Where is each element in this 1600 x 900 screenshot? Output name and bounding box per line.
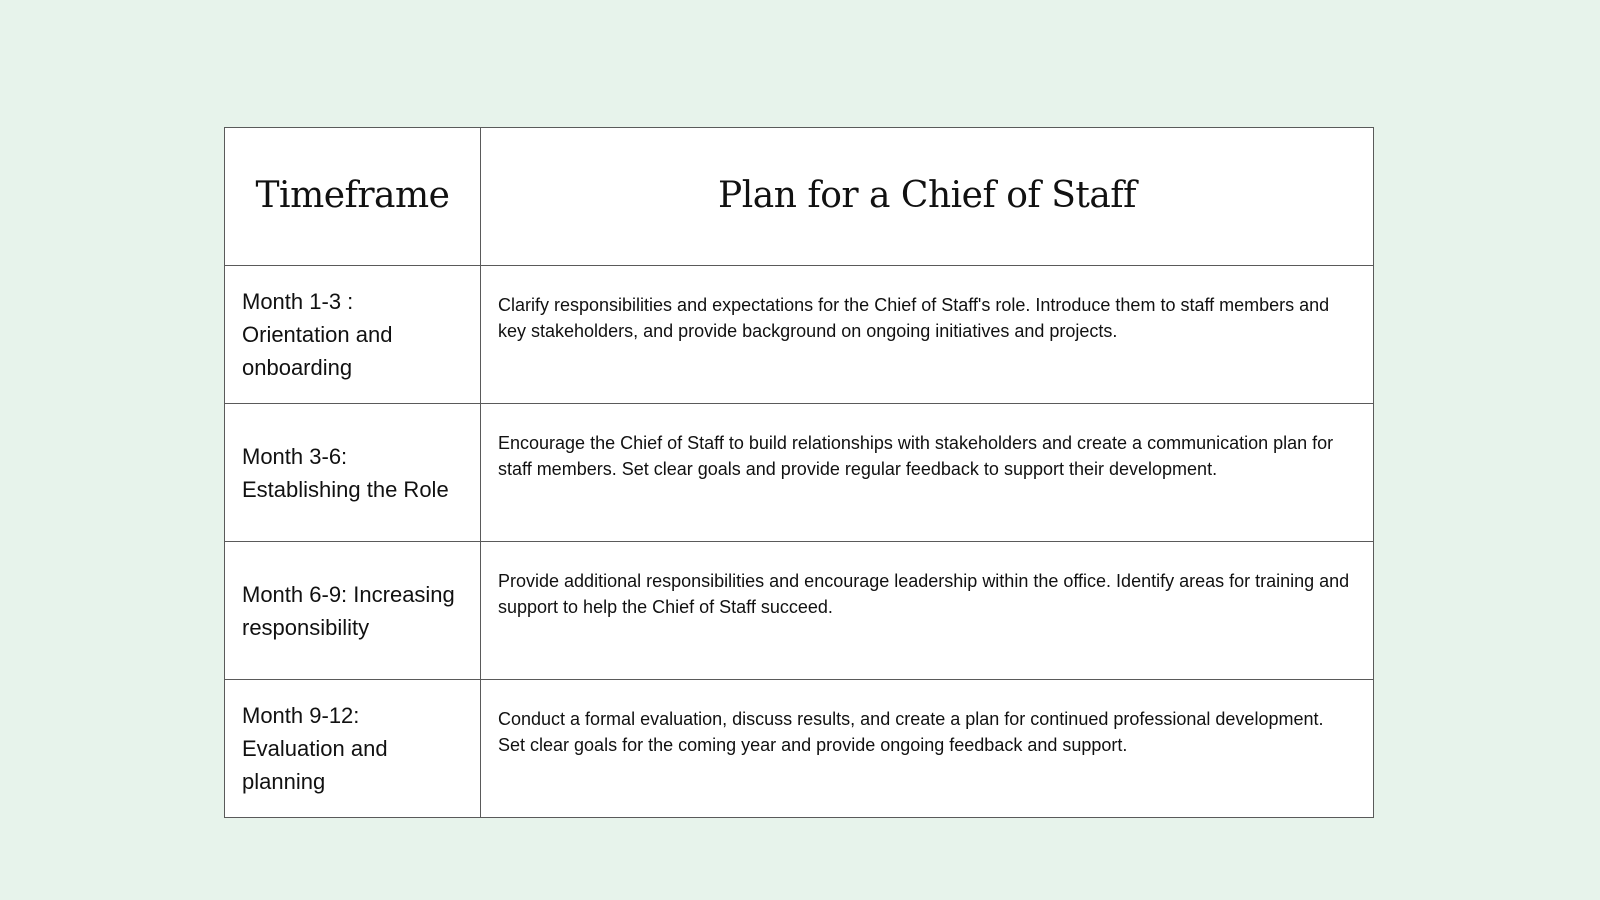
row-3-plan: Provide additional responsibilities and encourage leadership within the office. Identify areas for training and support to help the Chief of Staff succeed. [481,542,1374,680]
row-1-timeframe: Month 1-3 : Orientation and onboarding [225,266,481,404]
header-timeframe: Timeframe [225,128,481,266]
row-3-timeframe: Month 6-9: Increasing responsibility [225,542,481,680]
row-2-plan: Encourage the Chief of Staff to build relationships with stakeholders and create a communication plan for staff members. Set clear goals and provide regular feedback to support their development. [481,404,1374,542]
plan-table [224,127,1374,818]
row-4-timeframe: Month 9-12: Evaluation and planning [225,680,481,818]
row-4-plan: Conduct a formal evaluation, discuss results, and create a plan for continued professional development. Set clear goals for the coming year and provide ongoing feedback and support. [481,680,1374,818]
header-plan: Plan for a Chief of Staff [481,128,1374,266]
row-1-plan: Clarify responsibilities and expectations for the Chief of Staff's role. Introduce them to staff members and key stakeholders, and provide background on ongoing initiatives and projects. [481,266,1374,404]
row-2-timeframe: Month 3-6: Establishing the Role [225,404,481,542]
